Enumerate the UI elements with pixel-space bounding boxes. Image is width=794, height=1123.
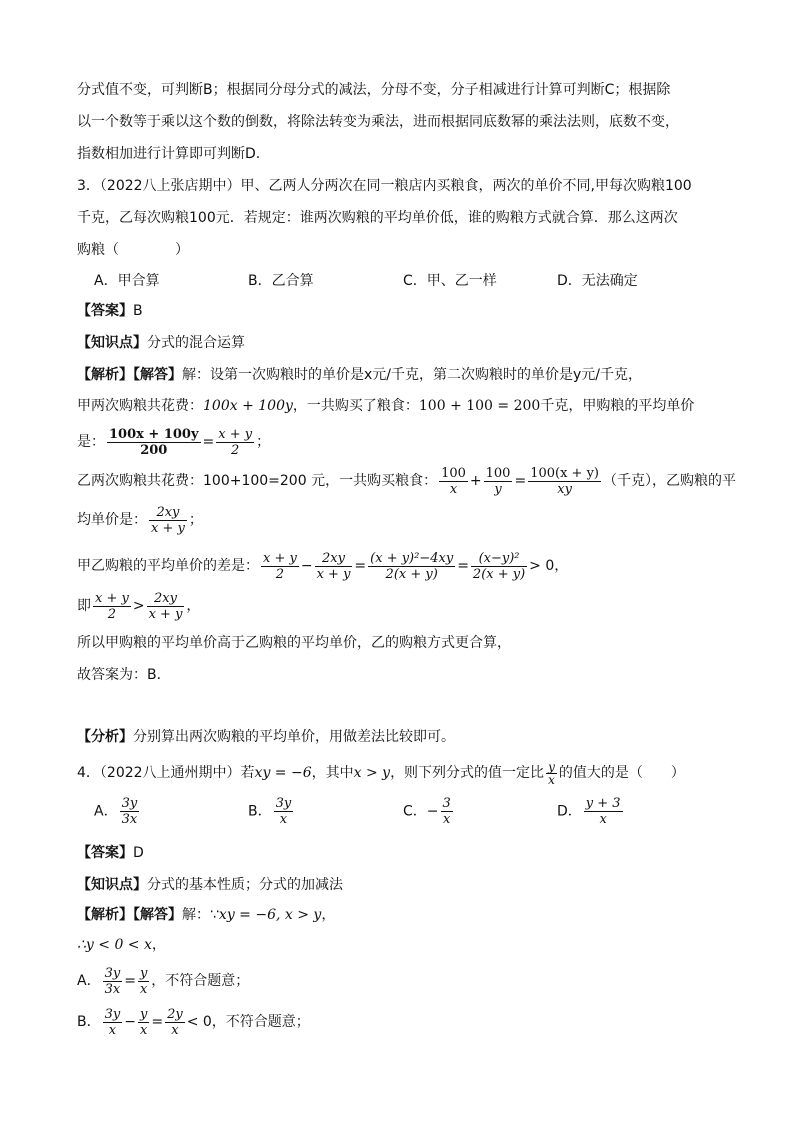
knowledge-point-tag: 【知识点】 xyxy=(77,335,147,351)
option-a: A．甲合算 xyxy=(94,273,160,289)
answer-value: B xyxy=(133,303,143,319)
solution-line: 即 $\frac{x + y}{2}$ > $\frac{2xy}{x + y}$ ， xyxy=(77,590,201,622)
fraction: $\frac{100}{x}$ xyxy=(441,465,466,497)
fraction: $\frac{3}{x}$ xyxy=(442,796,451,827)
fraction: $\frac{2xy}{x + y}$ xyxy=(316,550,351,582)
knowledge-point: 分式的混合运算 xyxy=(147,335,245,351)
fraction: $\frac{3y}{3x}$ xyxy=(121,796,138,827)
answer-value: D xyxy=(133,845,144,861)
fraction: $\frac{y + 3}{x}$ xyxy=(585,796,621,827)
knowledge-point-line xyxy=(77,333,245,353)
analysis-summary-line: 【分析】分别算出两次购粮的平均单价，用做差法比较即可。 xyxy=(77,729,455,745)
analysis-line: 【解析】【解答】解：设第一次购粮时的单价是x元/千克，第二次购粮时的单价是y元/千克， xyxy=(77,367,643,383)
solution-line: 甲乙购粮的平均单价的差是： $\frac{x + y}{2}$ − $\frac{2xy}{x + y}$ = $\frac{\text{(x + y)²−4xy}}{2(x + y)}$ = $\frac{\text{(x−y)²}}{2(x + y)}$ > 0， xyxy=(77,550,569,582)
fraction: $\frac{3y}{x}$ xyxy=(104,1006,121,1038)
fraction: $\frac{100(x + y)}{xy}$ xyxy=(530,465,599,497)
fraction: $\frac{y}{x}$ xyxy=(139,965,148,997)
fraction: $\frac{\text{(x−y)²}}{2(x + y)}$ xyxy=(472,550,526,582)
answer-line xyxy=(77,843,144,863)
knowledge-point-line xyxy=(77,875,343,895)
analysis-line: 【解析】【解答】解：∵xy = −6, x > y， xyxy=(77,907,336,923)
fraction: $\frac{2xy}{x + y}$ xyxy=(151,504,185,536)
knowledge-point-tag: 【知识点】 xyxy=(77,877,147,893)
fraction: $\frac{3y}{x}$ xyxy=(275,796,292,827)
text-line: 指数相加进行计算即可判断D. xyxy=(77,146,261,162)
analysis-tag: 【解析】【解答】 xyxy=(77,907,182,923)
text-line: 以一个数等于乘以这个数的倒数，将除法转变为乘法，进而根据同底数幂的乘法法则，底数不变， xyxy=(77,114,679,130)
text-line: 分式值不变，可判断B；根据同分母分式的减法，分母不变，分子相减进行计算可判断C；根据除 xyxy=(77,82,671,98)
solution-line: 故答案为：B． xyxy=(77,667,171,683)
solution-line: A． $\frac{3y}{3x}$ = $\frac{y}{x}$ ，不符合题意； xyxy=(77,965,250,997)
fraction: $\frac{x + y}{2}$ xyxy=(218,426,253,458)
analysis-tag: 【解析】【解答】 xyxy=(77,367,182,383)
fraction: $\frac{100}{y}$ xyxy=(485,465,511,497)
answer-line xyxy=(77,301,143,321)
option-d: D．无法确定 xyxy=(557,273,638,289)
solution-line: B． $\frac{3y}{x}$ − $\frac{y}{x}$ = $\frac{2y}{x}$ < 0，不符合题意； xyxy=(77,1006,310,1038)
question-3-stem: 购粮（ ） xyxy=(77,242,189,258)
fraction: $\frac{y}{x}$ xyxy=(548,759,555,787)
solution-line: 甲两次购粮共花费：100x + 100y，一共购买了粮食：100 + 100 = 200千克，甲购粮的平均单价 xyxy=(77,398,695,414)
solution-line: 乙两次购粮共花费：100+100=200 元，一共购买粮食： $\frac{100}{x}$ + $\frac{100}{y}$ = $\frac{100(x + y)}{xy}$ （千克），乙购粮的平 xyxy=(77,465,736,497)
option-d: D． $\frac{y + 3}{x}$ xyxy=(557,796,621,827)
fraction: $\frac{x + y}{2}$ xyxy=(95,590,129,622)
answer-tag: 【答案】 xyxy=(77,845,133,861)
question-3-stem: 3．（2022八上张店期中）甲、乙两人分两次在同一粮店内买粮食，两次的单价不同,甲每次购粮100 xyxy=(77,178,692,194)
fraction: $\frac{y}{x}$ xyxy=(139,1006,148,1038)
solution-line: 是： $\frac{100x + 100y}{200}$ = $\frac{x + y}{2}$ ； xyxy=(77,426,271,458)
fraction: $\frac{2xy}{x + y}$ xyxy=(148,590,183,622)
analysis-summary-tag: 【分析】 xyxy=(77,729,133,745)
option-b: B． $\frac{3y}{x}$ xyxy=(248,796,292,827)
fraction: $\frac{\text{(x + y)²−4xy}}{2(x + y)}$ xyxy=(370,550,454,582)
option-b: B．乙合算 xyxy=(248,273,314,289)
fraction: $\frac{3y}{3x}$ xyxy=(104,965,121,997)
option-c: C．− $\frac{3}{x}$ xyxy=(403,796,451,827)
fraction: $\frac{2y}{x}$ xyxy=(167,1006,183,1038)
fraction: $\frac{100x + 100y}{200}$ xyxy=(109,426,199,458)
solution-line: ∴y < 0 < x， xyxy=(77,937,166,953)
option-c: C．甲、乙一样 xyxy=(403,273,497,289)
question-4-stem: 4．（2022八上通州期中）若xy = −6，其中x > y，则下列分式的值一定比 $\frac{y}{x}$ 的值大的是（ ） xyxy=(77,759,685,787)
option-a: A． $\frac{3y}{3x}$ xyxy=(94,796,138,827)
answer-tag: 【答案】 xyxy=(77,303,133,319)
solution-line: 所以甲购粮的平均单价高于乙购粮的平均单价，乙的购粮方式更合算， xyxy=(77,635,511,651)
question-3-stem: 千克，乙每次购粮100元．若规定：谁两次购粮的平均单价低，谁的购粮方式就合算．那么这两次 xyxy=(77,210,678,226)
fraction: $\frac{x + y}{2}$ xyxy=(263,550,297,582)
knowledge-point: 分式的基本性质；分式的加减法 xyxy=(147,877,343,893)
solution-line: 均单价是： $\frac{2xy}{x + y}$ ； xyxy=(77,504,203,536)
